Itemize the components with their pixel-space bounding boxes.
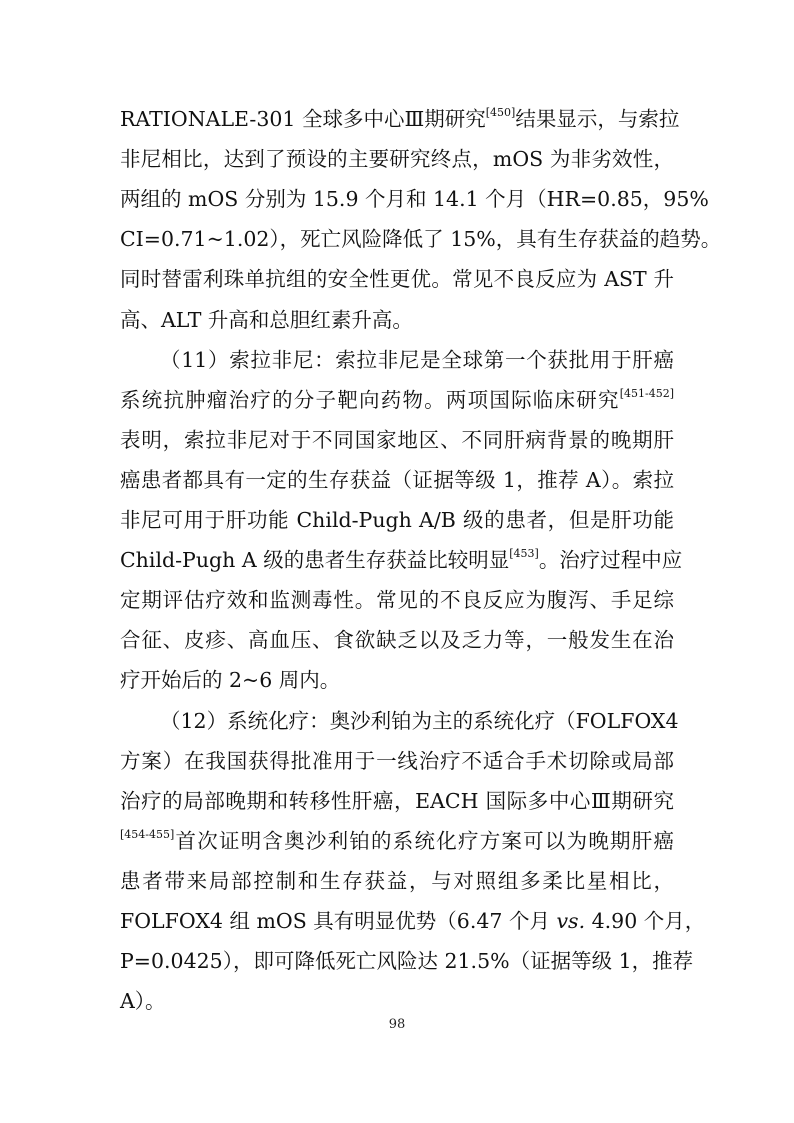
- text-segment: 治疗的局部晚期和转移性肝癌，EACH 国际多中心Ⅲ期研究: [120, 788, 674, 813]
- text-line: [120, 829, 674, 857]
- text-line: [120, 547, 683, 576]
- text-segment: 癌患者都具有一定的生存获益（证据等级 1，推荐 A）。索拉: [120, 467, 674, 492]
- text-segment: 合征、皮疹、高血压、食欲缺乏以及乏力等，一般发生在治: [120, 628, 674, 653]
- text-segment: 方案）在我国获得批准用于一线治疗不适合手术切除或局部: [120, 748, 674, 773]
- text-line: [120, 909, 706, 937]
- text-line: [120, 388, 674, 416]
- text-segment: 表明，索拉非尼对于不同国家地区、不同肝病背景的晚期肝: [120, 427, 674, 452]
- text-segment: Child-Pugh A 级的患者生存获益比较明显: [120, 548, 510, 573]
- text-segment: 。治疗过程中应: [538, 548, 683, 573]
- text-segment: 系统抗肿瘤治疗的分子靶向药物。两项国际临床研究: [120, 387, 620, 412]
- text-line: [120, 428, 674, 456]
- text-line: [120, 588, 674, 616]
- text-line: [120, 668, 674, 696]
- page-number: 98: [388, 1017, 406, 1032]
- citation-superscript: [454-455]: [120, 827, 175, 841]
- text-line: [120, 147, 674, 175]
- text-segment: 非尼可用于肝功能 Child-Pugh A/B 级的患者，但是肝功能: [120, 508, 674, 532]
- text-line: [120, 468, 674, 496]
- text-segment: 两组的 mOS 分别为 15.9 个月和 14.1 个月（HR=0.85，95%: [120, 187, 709, 212]
- text-line: [160, 708, 679, 737]
- text-segment: P=0.0425），即可降低死亡风险达 21.5%（证据等级 1，推荐: [120, 949, 694, 974]
- text-segment: 患者带来局部控制和生存获益，与对照组多柔比星相比，: [120, 868, 674, 893]
- text-line: [120, 267, 674, 295]
- text-segment: 非尼相比，达到了预设的主要研究终点，mOS 为非劣效性，: [120, 147, 674, 172]
- text-line: [120, 989, 674, 1017]
- text-line: [120, 869, 674, 897]
- text-segment: 结果显示，与索拉: [515, 107, 680, 131]
- text-line: [120, 187, 709, 215]
- citation-superscript: [450]: [485, 106, 516, 120]
- text-segment: 疗开始后的 2~6 周内。: [120, 668, 341, 693]
- text-line: [120, 749, 674, 777]
- text-line: [120, 508, 674, 536]
- text-segment: 4.90 个月，: [585, 909, 706, 933]
- text-line: [120, 227, 722, 255]
- text-segment: A）。: [120, 989, 166, 1014]
- text-line: [120, 628, 674, 656]
- italic-text: vs.: [556, 909, 586, 933]
- text-line: [120, 308, 674, 336]
- text-segment: （12）系统化疗：奥沙利铂为主的系统化疗（FOLFOX4: [160, 708, 679, 733]
- text-segment: （11）索拉非尼：索拉非尼是全球第一个获批用于肝癌: [160, 347, 674, 372]
- text-segment: 同时替雷利珠单抗组的安全性更优。常见不良反应为 AST 升: [120, 267, 674, 292]
- text-line: [120, 789, 674, 817]
- citation-superscript: [453]: [509, 547, 539, 561]
- text-line: [120, 106, 680, 135]
- text-segment: RATIONALE-301 全球多中心Ⅲ期研究: [120, 107, 486, 131]
- text-segment: CI=0.71~1.02），死亡风险降低了 15%，具有生存获益的趋势。: [120, 227, 722, 252]
- text-segment: 高、ALT 升高和总胆红素升高。: [120, 307, 413, 332]
- text-line: [160, 348, 674, 376]
- citation-superscript: [451-452]: [619, 386, 674, 400]
- text-line: [120, 949, 694, 977]
- text-segment: FOLFOX4 组 mOS 具有明显优势（6.47 个月: [120, 909, 557, 933]
- text-segment: 首次证明含奥沙利铂的系统化疗方案可以为晚期肝癌: [174, 828, 674, 853]
- text-segment: 定期评估疗效和监测毒性。常见的不良反应为腹泻、手足综: [120, 588, 674, 613]
